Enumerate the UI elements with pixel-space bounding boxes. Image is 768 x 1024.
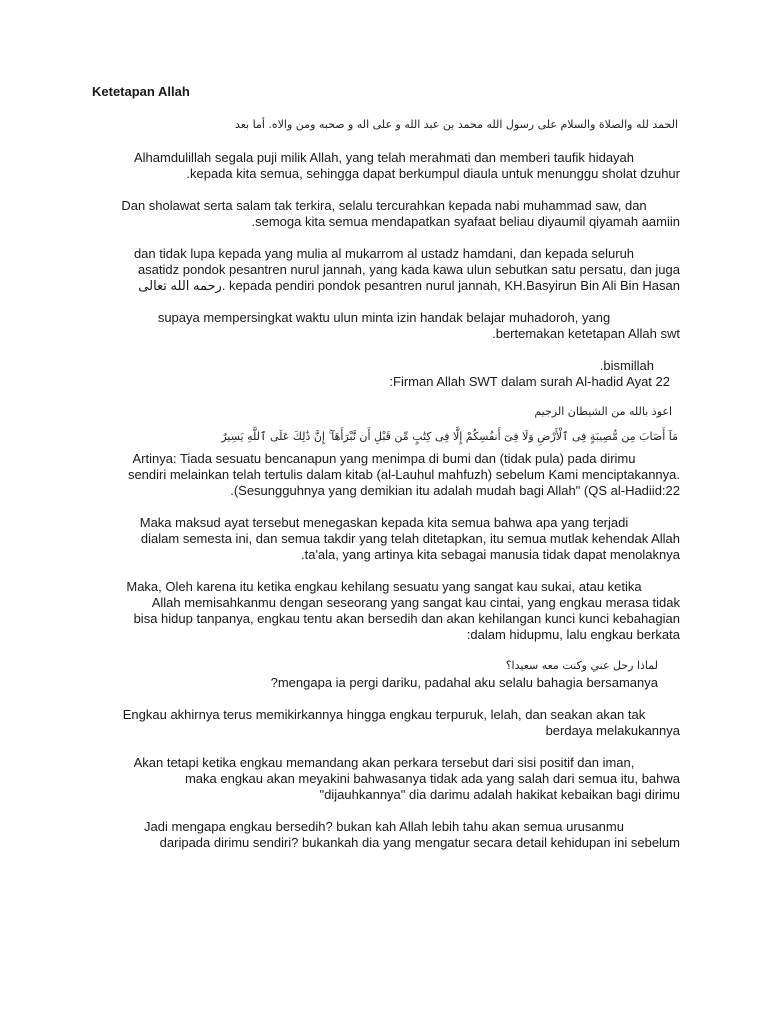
paragraph-hamdalah xyxy=(88,150,680,182)
opening-arabic-line: الحمد لله والصلاة والسلام على رسول الله محمد بن عبد الله و على اله و صحبه ومن والاه. أما بعد xyxy=(234,118,678,131)
question-arabic: لماذا رحل عني وكنت معه سعيدا؟ xyxy=(505,659,658,672)
text-line: Akan tetapi ketika engkau memandang akan perkara tersebut dari sisi positif dan iman, xyxy=(133,755,635,770)
document-title: Ketetapan Allah xyxy=(92,84,190,99)
text-line: Allah memisahkanmu dengan seseorang yang sangat kau cintai, yang engkau merasa tidak xyxy=(151,595,680,610)
text-line: .(Sesungguhnya yang demikian itu adalah mudah bagi Allah" (QS al-Hadiid:22 xyxy=(230,483,680,498)
text-line: Engkau akhirnya terus memikirkannya hingga engkau terpuruk, lelah, dan seakan akan tak xyxy=(122,707,646,722)
text-line: daripada dirimu sendiri? bukankah dia yang mengatur secara detail kehidupan ini sebelum xyxy=(159,835,680,850)
translation-paragraph xyxy=(88,451,680,499)
text-line: :dalam hidupmu, lalu engkau berkata xyxy=(466,627,680,642)
text-line: supaya mempersingkat waktu ulun minta izin handak belajar muhadoroh, yang xyxy=(157,310,611,325)
text-line: .semoga kita semua mendapatkan syafaat beliau diyaumil qiyamah aamiin xyxy=(251,214,680,229)
paragraph-intro xyxy=(88,310,680,342)
paragraph-loss xyxy=(88,579,680,643)
paragraph-question xyxy=(88,819,680,851)
text-line: dialam semesta ini, dan semua takdir yang telah ditetapkan, itu semua mutlak kehendak Allah xyxy=(140,531,680,546)
text-line: sendiri melainkan telah tertulis dalam kitab (al-Lauhul mahfuzh) sebelum Kami menciptakannya. xyxy=(127,467,680,482)
paragraph-explanation xyxy=(88,515,680,563)
text-line: dan tidak lupa kepada yang mulia al mukarrom al ustadz hamdani, dan kepada seluruh xyxy=(133,246,635,261)
taawudz-arabic: اعوذ بالله من الشيطان الرجيم xyxy=(534,405,672,418)
text-line: "dijauhkannya" dia darimu adalah hakikat kebaikan bagi dirimu xyxy=(319,787,680,802)
text-line: .ta'ala, yang artinya kita sebagai manusia tidak dapat menolaknya xyxy=(301,547,680,562)
paragraph-bismillah xyxy=(88,358,680,390)
paragraph-sholawat xyxy=(88,198,680,230)
text-line: berdaya melakukannya xyxy=(545,723,680,738)
text-line: رحمه الله تعالى. kepada pendiri pondok pesantren nurul jannah, KH.Basyirun Bin Ali Bin Hasan xyxy=(138,278,680,293)
text-line: bisa hidup tanpanya, engkau tentu akan bersedih dan akan kehilangan kunci kunci kebahagian xyxy=(133,611,680,626)
text-line: .bismillah xyxy=(599,358,654,373)
text-line: Dan sholawat serta salam tak terkira, selalu tercurahkan kepada nabi muhammad saw, dan xyxy=(121,198,647,213)
text-line: Maka, Oleh karena itu ketika engkau kehilang sesuatu yang sangat kau sukai, atau ketika xyxy=(126,579,642,594)
text-line: ?mengapa ia pergi dariku, padahal aku selalu bahagia bersamanya xyxy=(270,675,658,690)
text-line: asatidz pondok pesantren nurul jannah, yang kada kawa ulun sebutkan satu persatu, dan juga xyxy=(137,262,680,277)
paragraph-positive xyxy=(88,755,680,803)
text-line: .kepada kita semua, sehingga dapat berkumpul diaula untuk menunggu sholat dzuhur xyxy=(186,166,680,181)
paragraph-greeting xyxy=(88,246,680,294)
paragraph-grief xyxy=(88,707,680,739)
text-line: .bertemakan ketetapan Allah swt xyxy=(492,326,680,341)
text-line: maka engkau akan meyakini bahwasanya tidak ada yang salah dari semua itu, bahwa xyxy=(184,771,680,786)
text-line: Alhamdulillah segala puji milik Allah, yang telah merahmati dan memberi taufik hidayah xyxy=(133,150,635,165)
text-line: Jadi mengapa engkau bersedih? bukan kah Allah lebih tahu akan semua urusanmu xyxy=(144,819,624,834)
text-line: Maka maksud ayat tersebut menegaskan kepada kita semua bahwa apa yang terjadi xyxy=(139,515,629,530)
text-line: :Firman Allah SWT dalam surah Al-hadid Ayat 22 xyxy=(389,374,670,389)
question-translation-paragraph xyxy=(88,675,680,691)
text-line: Artinya: Tiada sesuatu bencanapun yang menimpa di bumi dan (tidak pula) pada dirimu xyxy=(132,451,636,466)
verse-arabic: مَآ أَصَابَ مِن مُّصِيبَةٍ فِى ٱلْأَرْضِ وَلَا فِىٓ أَنفُسِكُمْ إِلَّا فِى كِتَٰبٍ مِّن قَبْلِ أَن نَّبْرَأَهَآ ۚ إِنَّ ذَٰلِكَ عَلَى ٱللَّهِ يَسِيرٌ xyxy=(221,430,678,443)
